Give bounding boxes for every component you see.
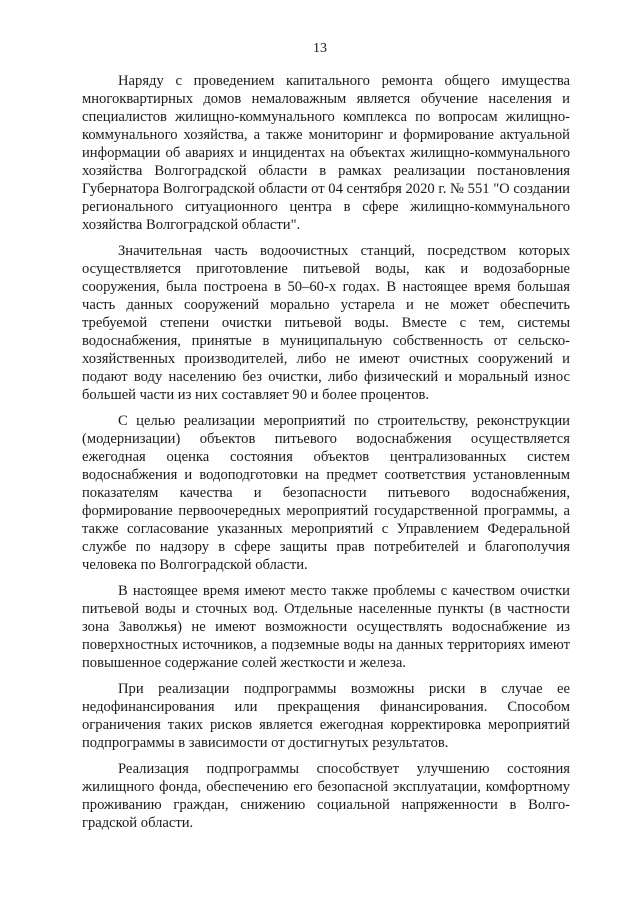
paragraph-water-treatment-stations: Значительная часть водоочистных станций, посредством которых осуществляется приготовление питьевой воды, как и водозаборные сооружения, была построена в 50–60-х годах. В настоящее время большая часть данных сооружений морально устарела и не может обеспечить требуемой степени очистки питьевой воды. Вместе с тем, системы водоснабжения, принятые в муниципальную собственность от сельско-хозяйственных производителей, либо не имеют очистных сооружений и подают воду населению без очистки, либо физический и моральный износ большей части из них составляет 90 и более процентов. <box>82 243 570 403</box>
paragraph-water-supply-assessment: С целью реализации мероприятий по строительству, реконструкции (модернизации) объектов питьевого водоснабжения осуществляется ежегодная оценка состояния объектов централизованных систем водоснабжения и водоподготовки на предмет соответствия установленным показателям качества и безопасности питьевого водоснабжения, формирование первоочередных мероприятий государственной программы, а также согласование указанных мероприятий с Управлением Федеральной службе по надзору в сфере защиты прав потребителей и благополучия человека по Волгоградской области. <box>82 413 570 573</box>
body-text <box>82 72 570 840</box>
paragraph-water-quality-problems: В настоящее время имеют место также проблемы с качеством очистки питьевой воды и сточных вод. Отдельные населенные пункты (в частности зона Заволжья) не имеют возможности осуществлять водоснабжение из поверхностных источников, а подземные воды на данных территориях имеют повышенное содержание солей жесткости и железа. <box>82 583 570 671</box>
paragraph-capital-repair-training: Наряду с проведением капитального ремонта общего имущества многоквартирных домов немаловажным является обучение населения и специалистов жилищно-коммунального комплекса по вопросам жилищно-коммунального хозяйства, а также мониторинг и формирование актуальной информации об авариях и инцидентах на объектах жилищно-коммунального хозяйства Волгоградской области в рамках реализации постановления Губернатора Волгоградской области от 04 сентября 2020 г. № 551 "О создании регионального ситуационного центра в сфере жилищно-коммунального хозяйства Волгоградской области". <box>82 73 570 233</box>
paragraph-subprogram-risks: При реализации подпрограммы возможны риски в случае ее недофинансирования или прекращения финансирования. Способом ограничения таких рисков является ежегодная корректировка мероприятий подпрограммы в зависимости от достигнутых результатов. <box>82 681 570 751</box>
page-number: 13 <box>313 41 327 56</box>
paragraph-subprogram-outcomes: Реализация подпрограммы способствует улучшению состояния жилищного фонда, обеспечению его безопасной эксплуатации, комфортному проживанию граждан, снижению социальной напряженности в Волго-градской области. <box>82 761 570 831</box>
